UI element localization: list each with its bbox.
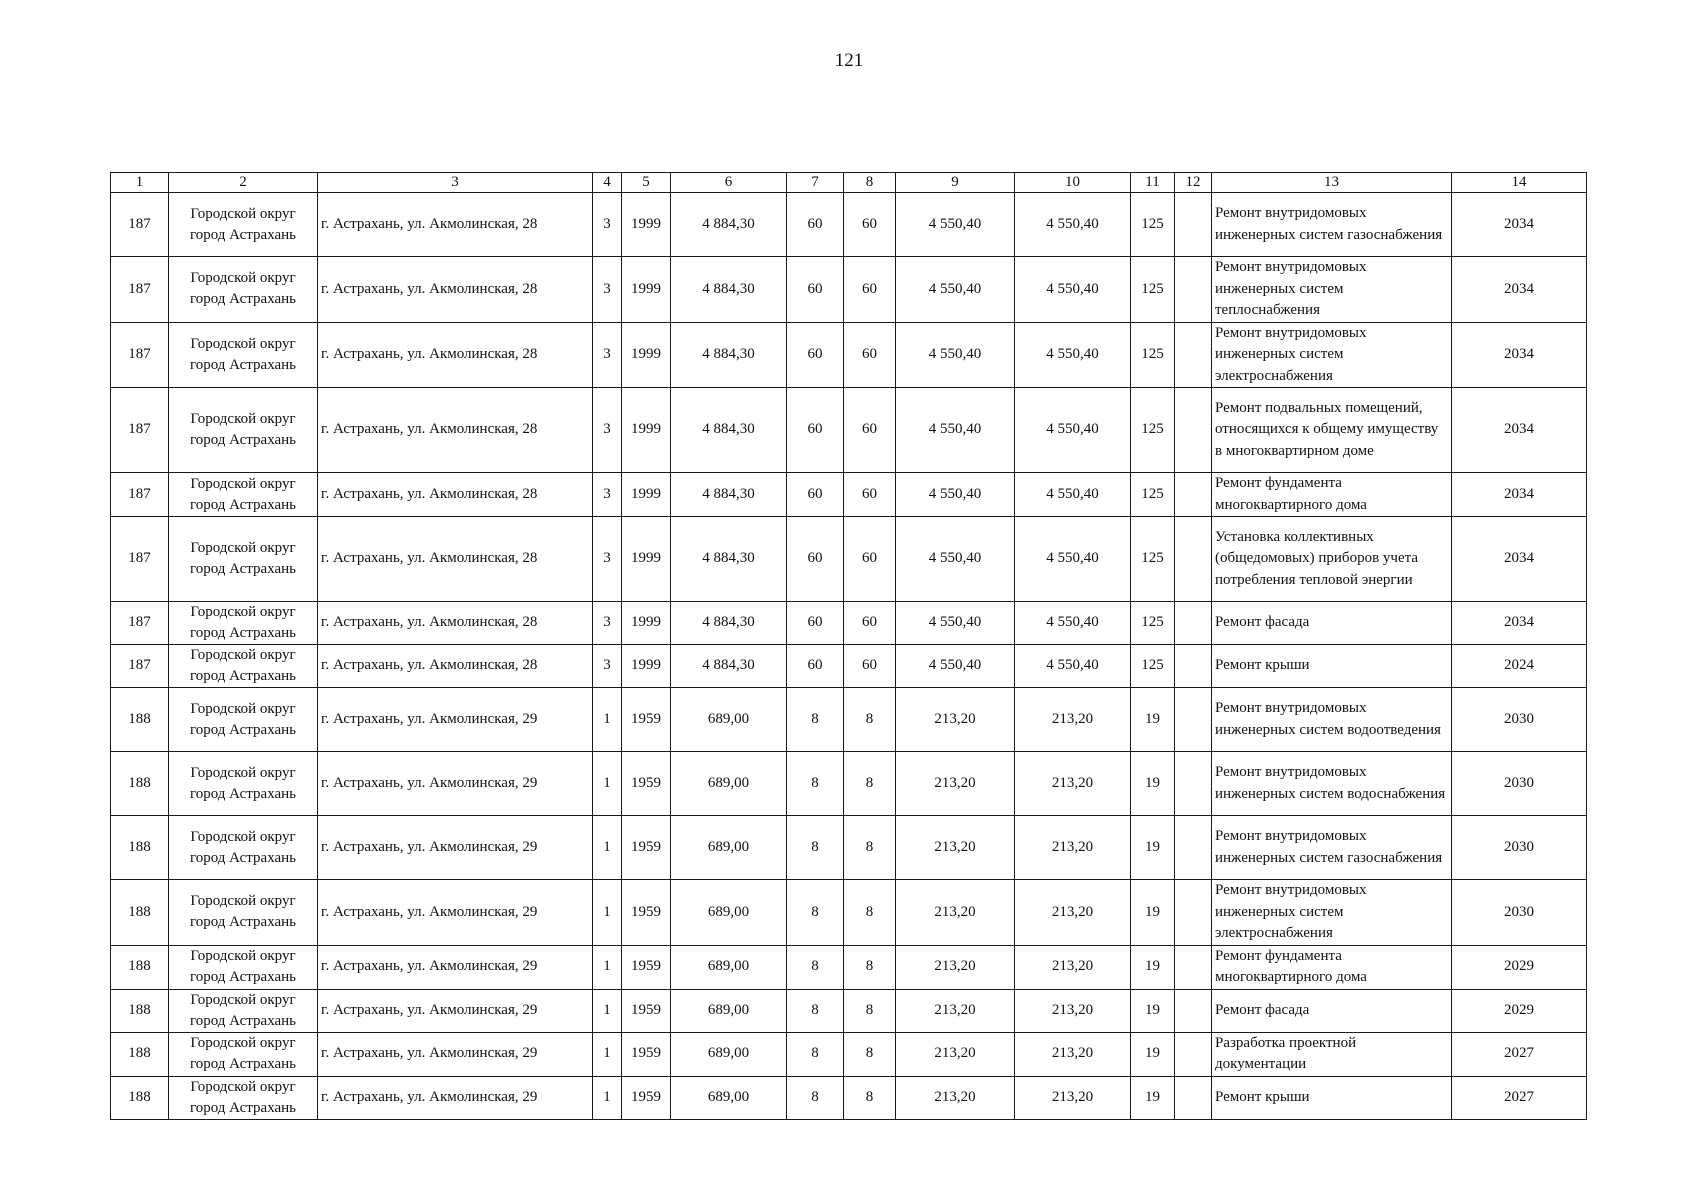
- year-cell: 1959: [622, 989, 671, 1032]
- work-type-cell: Ремонт внутридомовых инженерных систем электроснабжения: [1212, 880, 1452, 946]
- address-cell: г. Астрахань, ул. Акмолинская, 29: [318, 880, 593, 946]
- table-row: [111, 1076, 1587, 1119]
- municipality-cell: Городской округ город Астрахань: [169, 816, 318, 880]
- area-10-cell: 213,20: [1015, 816, 1131, 880]
- year-cell: 1959: [622, 945, 671, 989]
- plan-year-cell: 2024: [1452, 645, 1587, 688]
- table-row: [111, 752, 1587, 816]
- plan-year-cell: 2034: [1452, 517, 1587, 602]
- work-type-cell: Ремонт внутридомовых инженерных систем газоснабжения: [1212, 193, 1452, 257]
- municipality-cell: Городской округ город Астрахань: [169, 193, 318, 257]
- year-cell: 1999: [622, 388, 671, 473]
- address-cell: г. Астрахань, ул. Акмолинская, 29: [318, 1032, 593, 1076]
- residents-cell: 19: [1131, 880, 1175, 946]
- col8-cell: 60: [844, 473, 896, 517]
- floors-cell: 3: [593, 517, 622, 602]
- total-area-cell: 689,00: [671, 880, 787, 946]
- row-number-cell: 188: [111, 816, 169, 880]
- total-area-cell: 689,00: [671, 688, 787, 752]
- residents-cell: 125: [1131, 193, 1175, 257]
- header-row: [111, 173, 1587, 193]
- area-10-cell: 4 550,40: [1015, 473, 1131, 517]
- plan-year-cell: 2030: [1452, 752, 1587, 816]
- address-cell: г. Астрахань, ул. Акмолинская, 28: [318, 193, 593, 257]
- year-cell: 1999: [622, 257, 671, 323]
- total-area-cell: 689,00: [671, 989, 787, 1032]
- total-area-cell: 689,00: [671, 1076, 787, 1119]
- residents-cell: 125: [1131, 602, 1175, 645]
- column-header: 7: [787, 173, 844, 193]
- column-header: 12: [1175, 173, 1212, 193]
- floors-cell: 1: [593, 688, 622, 752]
- plan-year-cell: 2029: [1452, 989, 1587, 1032]
- plan-year-cell: 2034: [1452, 602, 1587, 645]
- col7-cell: 60: [787, 602, 844, 645]
- residents-cell: 19: [1131, 816, 1175, 880]
- area-9-cell: 213,20: [896, 1032, 1015, 1076]
- municipality-cell: Городской округ город Астрахань: [169, 752, 318, 816]
- col12-cell: [1175, 257, 1212, 323]
- row-number-cell: 187: [111, 257, 169, 323]
- address-cell: г. Астрахань, ул. Акмолинская, 29: [318, 945, 593, 989]
- row-number-cell: 187: [111, 388, 169, 473]
- residents-cell: 125: [1131, 322, 1175, 388]
- row-number-cell: 187: [111, 602, 169, 645]
- plan-year-cell: 2034: [1452, 193, 1587, 257]
- total-area-cell: 4 884,30: [671, 388, 787, 473]
- address-cell: г. Астрахань, ул. Акмолинская, 28: [318, 645, 593, 688]
- residents-cell: 19: [1131, 1076, 1175, 1119]
- year-cell: 1999: [622, 645, 671, 688]
- area-9-cell: 213,20: [896, 1076, 1015, 1119]
- col8-cell: 8: [844, 880, 896, 946]
- area-9-cell: 4 550,40: [896, 193, 1015, 257]
- row-number-cell: 188: [111, 688, 169, 752]
- table-row: [111, 388, 1587, 473]
- municipality-cell: Городской округ город Астрахань: [169, 1076, 318, 1119]
- col8-cell: 8: [844, 816, 896, 880]
- col12-cell: [1175, 602, 1212, 645]
- year-cell: 1959: [622, 1032, 671, 1076]
- address-cell: г. Астрахань, ул. Акмолинская, 28: [318, 473, 593, 517]
- col12-cell: [1175, 688, 1212, 752]
- floors-cell: 1: [593, 989, 622, 1032]
- area-9-cell: 213,20: [896, 816, 1015, 880]
- municipality-cell: Городской округ город Астрахань: [169, 602, 318, 645]
- total-area-cell: 4 884,30: [671, 517, 787, 602]
- col7-cell: 8: [787, 1076, 844, 1119]
- area-9-cell: 4 550,40: [896, 388, 1015, 473]
- row-number-cell: 188: [111, 880, 169, 946]
- total-area-cell: 4 884,30: [671, 257, 787, 323]
- col8-cell: 60: [844, 322, 896, 388]
- floors-cell: 3: [593, 473, 622, 517]
- address-cell: г. Астрахань, ул. Акмолинская, 29: [318, 752, 593, 816]
- col7-cell: 8: [787, 880, 844, 946]
- work-type-cell: Ремонт крыши: [1212, 1076, 1452, 1119]
- table-row: [111, 473, 1587, 517]
- col12-cell: [1175, 989, 1212, 1032]
- work-type-cell: Ремонт подвальных помещений, относящихся к общему имуществу в многоквартирном доме: [1212, 388, 1452, 473]
- table-row: [111, 257, 1587, 323]
- municipality-cell: Городской округ город Астрахань: [169, 1032, 318, 1076]
- municipality-cell: Городской округ город Астрахань: [169, 517, 318, 602]
- col7-cell: 60: [787, 322, 844, 388]
- col12-cell: [1175, 1032, 1212, 1076]
- residents-cell: 125: [1131, 257, 1175, 323]
- plan-year-cell: 2030: [1452, 880, 1587, 946]
- column-header: 5: [622, 173, 671, 193]
- plan-year-cell: 2034: [1452, 473, 1587, 517]
- column-header: 10: [1015, 173, 1131, 193]
- work-type-cell: Установка коллективных (общедомовых) приборов учета потребления тепловой энергии: [1212, 517, 1452, 602]
- total-area-cell: 4 884,30: [671, 602, 787, 645]
- area-10-cell: 4 550,40: [1015, 602, 1131, 645]
- address-cell: г. Астрахань, ул. Акмолинская, 28: [318, 322, 593, 388]
- column-header: 11: [1131, 173, 1175, 193]
- area-10-cell: 4 550,40: [1015, 517, 1131, 602]
- area-10-cell: 4 550,40: [1015, 193, 1131, 257]
- column-header: 13: [1212, 173, 1452, 193]
- col8-cell: 60: [844, 517, 896, 602]
- area-10-cell: 4 550,40: [1015, 322, 1131, 388]
- col8-cell: 8: [844, 1076, 896, 1119]
- floors-cell: 3: [593, 645, 622, 688]
- col8-cell: 8: [844, 752, 896, 816]
- area-10-cell: 213,20: [1015, 945, 1131, 989]
- work-type-cell: Ремонт внутридомовых инженерных систем электроснабжения: [1212, 322, 1452, 388]
- row-number-cell: 187: [111, 322, 169, 388]
- floors-cell: 1: [593, 1076, 622, 1119]
- municipality-cell: Городской округ город Астрахань: [169, 473, 318, 517]
- column-header: 4: [593, 173, 622, 193]
- residents-cell: 19: [1131, 989, 1175, 1032]
- row-number-cell: 188: [111, 752, 169, 816]
- work-type-cell: Ремонт фасада: [1212, 989, 1452, 1032]
- work-type-cell: Ремонт фундамента многоквартирного дома: [1212, 945, 1452, 989]
- year-cell: 1999: [622, 517, 671, 602]
- column-header: 1: [111, 173, 169, 193]
- table-row: [111, 989, 1587, 1032]
- total-area-cell: 689,00: [671, 816, 787, 880]
- col12-cell: [1175, 945, 1212, 989]
- table-row: [111, 816, 1587, 880]
- col8-cell: 8: [844, 688, 896, 752]
- col7-cell: 60: [787, 645, 844, 688]
- area-10-cell: 213,20: [1015, 752, 1131, 816]
- area-9-cell: 213,20: [896, 989, 1015, 1032]
- residents-cell: 125: [1131, 645, 1175, 688]
- total-area-cell: 689,00: [671, 945, 787, 989]
- col7-cell: 8: [787, 688, 844, 752]
- area-9-cell: 213,20: [896, 752, 1015, 816]
- plan-year-cell: 2027: [1452, 1032, 1587, 1076]
- year-cell: 1999: [622, 193, 671, 257]
- plan-year-cell: 2030: [1452, 816, 1587, 880]
- address-cell: г. Астрахань, ул. Акмолинская, 28: [318, 602, 593, 645]
- column-header: 3: [318, 173, 593, 193]
- table-row: [111, 193, 1587, 257]
- year-cell: 1959: [622, 1076, 671, 1119]
- table-row: [111, 322, 1587, 388]
- residents-cell: 19: [1131, 1032, 1175, 1076]
- plan-year-cell: 2034: [1452, 257, 1587, 323]
- work-type-cell: Ремонт внутридомовых инженерных систем водоснабжения: [1212, 752, 1452, 816]
- address-cell: г. Астрахань, ул. Акмолинская, 28: [318, 257, 593, 323]
- residents-cell: 125: [1131, 473, 1175, 517]
- column-header: 6: [671, 173, 787, 193]
- col12-cell: [1175, 388, 1212, 473]
- year-cell: 1959: [622, 688, 671, 752]
- area-9-cell: 4 550,40: [896, 257, 1015, 323]
- work-type-cell: Ремонт внутридомовых инженерных систем водоотведения: [1212, 688, 1452, 752]
- area-10-cell: 213,20: [1015, 1076, 1131, 1119]
- area-10-cell: 213,20: [1015, 1032, 1131, 1076]
- plan-year-cell: 2030: [1452, 688, 1587, 752]
- col7-cell: 60: [787, 193, 844, 257]
- floors-cell: 1: [593, 1032, 622, 1076]
- table-row: [111, 1032, 1587, 1076]
- col7-cell: 8: [787, 816, 844, 880]
- work-type-cell: Ремонт фундамента многоквартирного дома: [1212, 473, 1452, 517]
- year-cell: 1999: [622, 473, 671, 517]
- floors-cell: 3: [593, 602, 622, 645]
- residents-cell: 19: [1131, 688, 1175, 752]
- area-10-cell: 4 550,40: [1015, 645, 1131, 688]
- year-cell: 1999: [622, 322, 671, 388]
- table-body: [111, 193, 1587, 1120]
- floors-cell: 3: [593, 193, 622, 257]
- area-9-cell: 4 550,40: [896, 473, 1015, 517]
- column-header: 14: [1452, 173, 1587, 193]
- year-cell: 1999: [622, 602, 671, 645]
- row-number-cell: 188: [111, 1032, 169, 1076]
- col7-cell: 60: [787, 388, 844, 473]
- row-number-cell: 187: [111, 193, 169, 257]
- work-type-cell: Ремонт внутридомовых инженерных систем газоснабжения: [1212, 816, 1452, 880]
- address-cell: г. Астрахань, ул. Акмолинская, 29: [318, 816, 593, 880]
- column-header: 2: [169, 173, 318, 193]
- col12-cell: [1175, 193, 1212, 257]
- municipality-cell: Городской округ город Астрахань: [169, 322, 318, 388]
- area-10-cell: 4 550,40: [1015, 257, 1131, 323]
- area-10-cell: 213,20: [1015, 880, 1131, 946]
- municipality-cell: Городской округ город Астрахань: [169, 257, 318, 323]
- total-area-cell: 689,00: [671, 1032, 787, 1076]
- address-cell: г. Астрахань, ул. Акмолинская, 29: [318, 1076, 593, 1119]
- table-row: [111, 688, 1587, 752]
- col8-cell: 8: [844, 989, 896, 1032]
- col7-cell: 60: [787, 257, 844, 323]
- floors-cell: 1: [593, 880, 622, 946]
- col12-cell: [1175, 473, 1212, 517]
- col8-cell: 8: [844, 1032, 896, 1076]
- residents-cell: 125: [1131, 388, 1175, 473]
- plan-year-cell: 2034: [1452, 388, 1587, 473]
- col7-cell: 60: [787, 473, 844, 517]
- work-type-cell: Ремонт крыши: [1212, 645, 1452, 688]
- plan-year-cell: 2027: [1452, 1076, 1587, 1119]
- year-cell: 1959: [622, 880, 671, 946]
- col12-cell: [1175, 1076, 1212, 1119]
- municipality-cell: Городской округ город Астрахань: [169, 989, 318, 1032]
- area-9-cell: 213,20: [896, 688, 1015, 752]
- col8-cell: 60: [844, 602, 896, 645]
- table-row: [111, 602, 1587, 645]
- col8-cell: 60: [844, 388, 896, 473]
- row-number-cell: 188: [111, 989, 169, 1032]
- row-number-cell: 188: [111, 1076, 169, 1119]
- col7-cell: 8: [787, 1032, 844, 1076]
- year-cell: 1959: [622, 752, 671, 816]
- col12-cell: [1175, 816, 1212, 880]
- col7-cell: 60: [787, 517, 844, 602]
- municipality-cell: Городской округ город Астрахань: [169, 880, 318, 946]
- table-row: [111, 945, 1587, 989]
- area-9-cell: 4 550,40: [896, 645, 1015, 688]
- address-cell: г. Астрахань, ул. Акмолинская, 29: [318, 688, 593, 752]
- area-9-cell: 4 550,40: [896, 602, 1015, 645]
- col12-cell: [1175, 322, 1212, 388]
- plan-year-cell: 2029: [1452, 945, 1587, 989]
- table-row: [111, 880, 1587, 946]
- municipality-cell: Городской округ город Астрахань: [169, 388, 318, 473]
- row-number-cell: 187: [111, 473, 169, 517]
- row-number-cell: 187: [111, 645, 169, 688]
- plan-year-cell: 2034: [1452, 322, 1587, 388]
- column-header: 8: [844, 173, 896, 193]
- total-area-cell: 689,00: [671, 752, 787, 816]
- column-header: 9: [896, 173, 1015, 193]
- area-10-cell: 213,20: [1015, 688, 1131, 752]
- col8-cell: 60: [844, 193, 896, 257]
- work-type-cell: Ремонт внутридомовых инженерных систем теплоснабжения: [1212, 257, 1452, 323]
- table-row: [111, 645, 1587, 688]
- col7-cell: 8: [787, 945, 844, 989]
- col8-cell: 60: [844, 645, 896, 688]
- municipality-cell: Городской округ город Астрахань: [169, 945, 318, 989]
- total-area-cell: 4 884,30: [671, 322, 787, 388]
- total-area-cell: 4 884,30: [671, 645, 787, 688]
- floors-cell: 3: [593, 388, 622, 473]
- year-cell: 1959: [622, 816, 671, 880]
- work-type-cell: Ремонт фасада: [1212, 602, 1452, 645]
- area-9-cell: 213,20: [896, 945, 1015, 989]
- address-cell: г. Астрахань, ул. Акмолинская, 28: [318, 517, 593, 602]
- total-area-cell: 4 884,30: [671, 473, 787, 517]
- col7-cell: 8: [787, 752, 844, 816]
- municipality-cell: Городской округ город Астрахань: [169, 645, 318, 688]
- floors-cell: 3: [593, 257, 622, 323]
- col8-cell: 8: [844, 945, 896, 989]
- page-number: 121: [834, 50, 864, 71]
- table-row: [111, 517, 1587, 602]
- col12-cell: [1175, 645, 1212, 688]
- municipality-cell: Городской округ город Астрахань: [169, 688, 318, 752]
- row-number-cell: 187: [111, 517, 169, 602]
- address-cell: г. Астрахань, ул. Акмолинская, 29: [318, 989, 593, 1032]
- floors-cell: 3: [593, 322, 622, 388]
- floors-cell: 1: [593, 752, 622, 816]
- area-10-cell: 4 550,40: [1015, 388, 1131, 473]
- total-area-cell: 4 884,30: [671, 193, 787, 257]
- residents-cell: 125: [1131, 517, 1175, 602]
- area-9-cell: 4 550,40: [896, 517, 1015, 602]
- col7-cell: 8: [787, 989, 844, 1032]
- floors-cell: 1: [593, 945, 622, 989]
- area-9-cell: 213,20: [896, 880, 1015, 946]
- work-type-cell: Разработка проектной документации: [1212, 1032, 1452, 1076]
- floors-cell: 1: [593, 816, 622, 880]
- col12-cell: [1175, 517, 1212, 602]
- col8-cell: 60: [844, 257, 896, 323]
- area-10-cell: 213,20: [1015, 989, 1131, 1032]
- col12-cell: [1175, 752, 1212, 816]
- residents-cell: 19: [1131, 752, 1175, 816]
- residents-cell: 19: [1131, 945, 1175, 989]
- row-number-cell: 188: [111, 945, 169, 989]
- area-9-cell: 4 550,40: [896, 322, 1015, 388]
- capital-repair-table: [110, 172, 1587, 1120]
- address-cell: г. Астрахань, ул. Акмолинская, 28: [318, 388, 593, 473]
- col12-cell: [1175, 880, 1212, 946]
